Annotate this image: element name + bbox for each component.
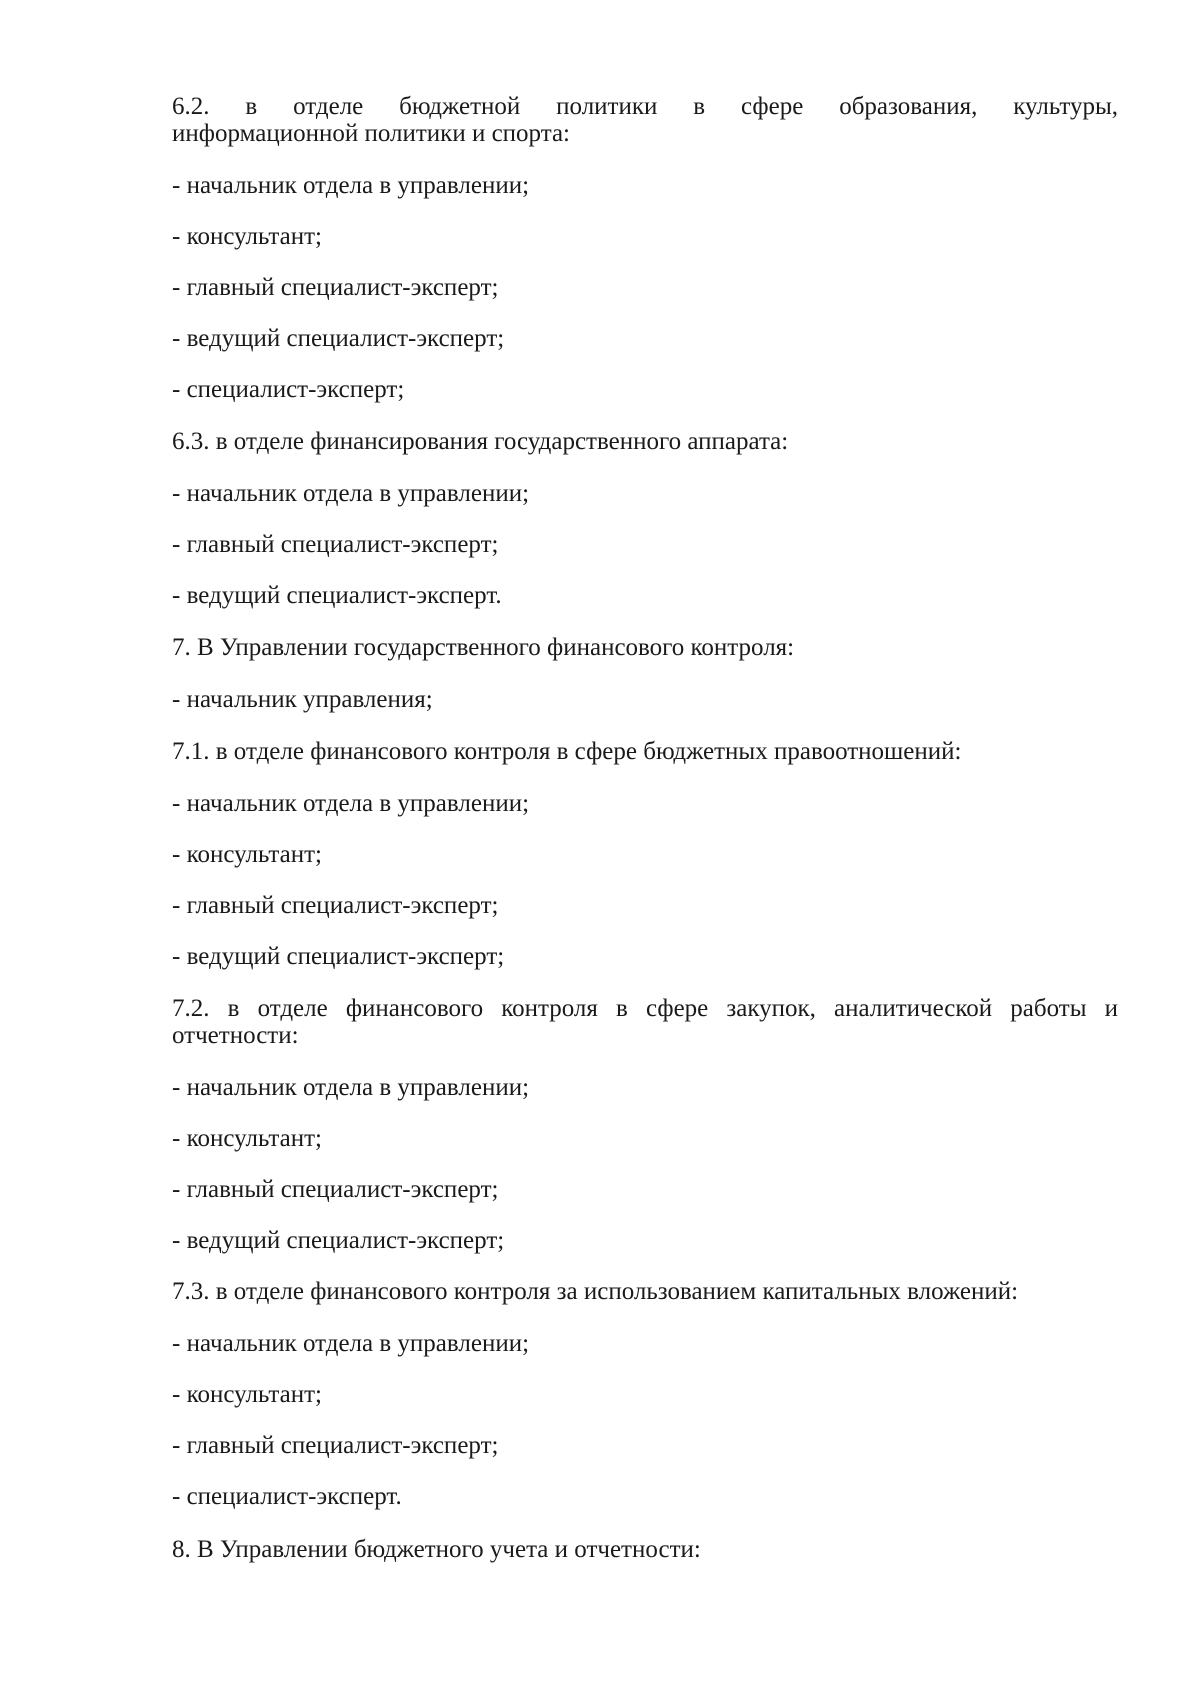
list-item: - ведущий специалист-эксперт; bbox=[172, 943, 505, 970]
list-item: - консультант; bbox=[172, 223, 322, 250]
list-item: - консультант; bbox=[172, 1381, 322, 1408]
section-7-1-heading: 7.1. в отделе финансового контроля в сфере бюджетных правоотношений: bbox=[172, 738, 962, 765]
list-item: - специалист-эксперт. bbox=[172, 1483, 402, 1510]
list-item: - начальник отдела в управлении; bbox=[172, 172, 530, 199]
list-item: - главный специалист-эксперт; bbox=[172, 892, 499, 919]
list-item: - главный специалист-эксперт; bbox=[172, 274, 499, 301]
section-7-3-heading: 7.3. в отделе финансового контроля за использованием капитальных вложений: bbox=[172, 1278, 1019, 1305]
list-item: - главный специалист-эксперт; bbox=[172, 1176, 499, 1203]
list-item: - начальник отдела в управлении; bbox=[172, 790, 530, 817]
section-7-2-heading-line-1: 7.2. в отделе финансового контроля в сфере закупок, аналитической работы и bbox=[172, 995, 1118, 1022]
list-item: - начальник управления; bbox=[172, 686, 433, 713]
list-item: - главный специалист-эксперт; bbox=[172, 531, 499, 558]
list-item: - начальник отдела в управлении; bbox=[172, 1330, 530, 1357]
list-item: - ведущий специалист-эксперт; bbox=[172, 1227, 505, 1254]
section-6-2-heading-line-1: 6.2. в отделе бюджетной политики в сфере образования, культуры, bbox=[172, 93, 1118, 120]
list-item: - главный специалист-эксперт; bbox=[172, 1432, 499, 1459]
section-8-heading: 8. В Управлении бюджетного учета и отчетности: bbox=[172, 1536, 701, 1563]
list-item: - ведущий специалист-эксперт. bbox=[172, 582, 502, 609]
list-item: - ведущий специалист-эксперт; bbox=[172, 325, 505, 352]
list-item: - консультант; bbox=[172, 1125, 322, 1152]
list-item: - специалист-эксперт; bbox=[172, 376, 405, 403]
section-6-2-heading-line-2: информационной политики и спорта: bbox=[172, 120, 570, 147]
list-item: - начальник отдела в управлении; bbox=[172, 1074, 530, 1101]
section-7-heading: 7. В Управлении государственного финансового контроля: bbox=[172, 634, 795, 661]
section-6-3-heading: 6.3. в отделе финансирования государственного аппарата: bbox=[172, 428, 789, 455]
section-7-2-heading-line-2: отчетности: bbox=[172, 1022, 299, 1049]
list-item: - консультант; bbox=[172, 841, 322, 868]
list-item: - начальник отдела в управлении; bbox=[172, 480, 530, 507]
